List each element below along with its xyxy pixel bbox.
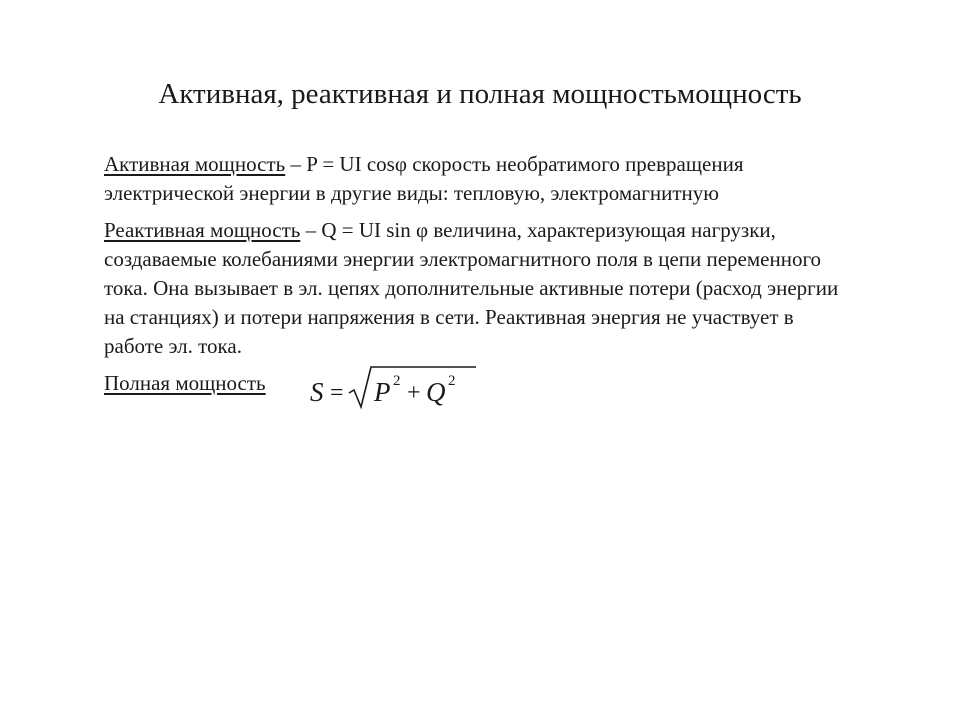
formula-s: S [310, 377, 324, 407]
formula-p: P [374, 377, 391, 407]
formula-equals: = [330, 380, 344, 406]
active-power-text: – P = UI cosφ скорость необратимого превращения электрической энергии в другие виды: тепловую, электромагнитную [104, 152, 744, 205]
slide-title: Активная, реактивная и полная мощностьмощность [158, 78, 802, 110]
full-power-term: Полная мощность [104, 371, 266, 395]
formula-plus: + [407, 380, 421, 406]
reactive-power-term: Реактивная мощность [104, 218, 301, 242]
reactive-power-text: – Q = UI sin φ величина, характеризующая нагрузки, создаваемые колебаниями энергии электромагнитного поля в цепи переменного тока. Она вызывает в эл. цепях дополнительные активные потери (расход энергии на станциях) и потери напряжения в сети. Реактивная энергия не участвует в работе эл. тока. [104, 218, 839, 358]
formula-p-exponent: 2 [393, 373, 401, 389]
formula-q-exponent: 2 [448, 373, 456, 389]
active-power-paragraph [104, 150, 844, 208]
active-power-term: Активная мощность [104, 152, 286, 176]
slide-content [104, 150, 844, 429]
full-power-line [104, 369, 844, 429]
formula-q: Q [426, 377, 446, 407]
full-power-formula [308, 363, 478, 415]
reactive-power-paragraph [104, 216, 844, 361]
